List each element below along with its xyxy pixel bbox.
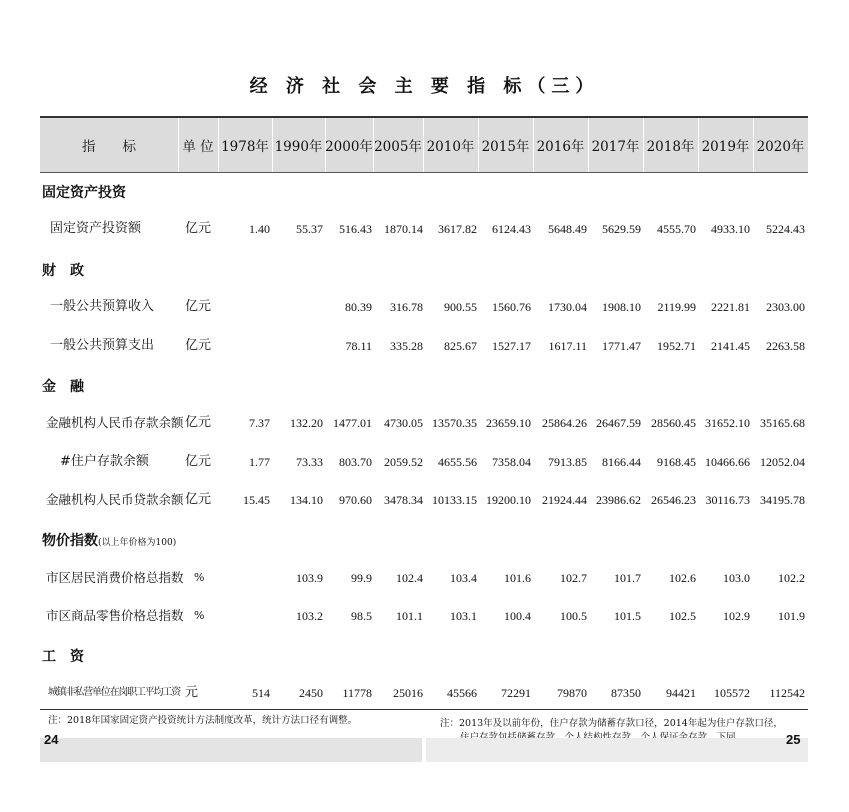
cell-value: 5224.43 — [766, 222, 805, 236]
row-unit: 亿元 — [185, 492, 212, 507]
header-year: 2016年 — [533, 118, 589, 172]
row-unit: 亿元 — [185, 454, 212, 469]
row-unit: % — [194, 571, 205, 584]
table-header — [40, 116, 808, 173]
cell-value: 7913.85 — [548, 455, 587, 469]
cell-value: 80.39 — [345, 300, 372, 314]
cell-value — [210, 606, 270, 626]
header-year: 1978年 — [218, 118, 273, 172]
cell-value: 316.78 — [390, 300, 423, 314]
table-row — [0, 490, 849, 510]
cell-value: 94421 — [666, 686, 696, 700]
cell-value: 134.10 — [290, 493, 323, 507]
section-title-price-index — [42, 530, 176, 550]
cell-value: 102.7 — [560, 571, 587, 585]
cell-value — [210, 568, 270, 588]
cell-value: 79870 — [557, 686, 587, 700]
cell-value: 102.4 — [396, 571, 423, 585]
cell-value: 2303.00 — [766, 300, 805, 314]
cell-value: 26467.59 — [596, 416, 641, 430]
cell-value: 1.40 — [249, 222, 270, 236]
cell-value: 11778 — [342, 686, 372, 700]
row-name: 城镇非私营单位在岗职工平均工资 — [48, 687, 180, 698]
cell-value: 103.1 — [450, 609, 477, 623]
cell-value: 100.4 — [504, 609, 531, 623]
notes-divider — [40, 709, 808, 710]
table-row — [0, 606, 849, 626]
section-title-price-main: 物价指数 — [42, 533, 98, 549]
table-row — [0, 452, 849, 472]
cell-value: 102.2 — [778, 571, 805, 585]
section-title-finance: 财 政 — [42, 263, 84, 279]
cell-value: 23986.62 — [596, 493, 641, 507]
cell-value: 1560.76 — [492, 300, 531, 314]
cell-value: 3617.82 — [438, 222, 477, 236]
table-row — [0, 683, 849, 703]
cell-value: 5648.49 — [548, 222, 587, 236]
cell-value: 8166.44 — [602, 455, 641, 469]
row-name: 市区居民消费价格总指数 — [46, 570, 184, 585]
cell-value: 12052.04 — [760, 455, 805, 469]
cell-value: 73.33 — [296, 455, 323, 469]
cell-value: 103.4 — [450, 571, 477, 585]
row-name: 金融机构人民币存款余额 — [46, 415, 184, 430]
footer-bar-right — [426, 738, 808, 762]
header-unit: 单 位 — [178, 118, 219, 172]
row-name: 一般公共预算收入 — [50, 299, 155, 314]
note-left: 注：2018年国家固定资产投资统计方法制度改革，统计方法口径有调整。 — [48, 715, 358, 726]
cell-value: 102.6 — [669, 571, 696, 585]
row-unit: 元 — [185, 685, 199, 700]
cell-value: 1870.14 — [384, 222, 423, 236]
cell-value: 103.9 — [296, 571, 323, 585]
cell-value: 15.45 — [243, 493, 270, 507]
cell-value: 1617.11 — [548, 339, 587, 353]
header-year: 2020年 — [756, 139, 805, 155]
cell-value: 13570.35 — [432, 416, 477, 430]
row-unit: % — [194, 609, 205, 622]
cell-value: 900.55 — [444, 300, 477, 314]
cell-value: 101.6 — [504, 571, 531, 585]
footer-bar-left — [40, 738, 422, 762]
row-unit: 亿元 — [185, 415, 212, 430]
cell-value: 10466.66 — [705, 455, 750, 469]
cell-value: 7358.04 — [492, 455, 531, 469]
cell-value: 72291 — [501, 686, 531, 700]
page-number-left: 24 — [44, 732, 59, 747]
cell-value: 2059.52 — [384, 455, 423, 469]
row-name: 固定资产投资额 — [50, 221, 142, 236]
cell-value: 99.9 — [351, 571, 372, 585]
table-row — [0, 219, 849, 239]
row-unit: 亿元 — [185, 338, 212, 353]
cell-value: 1527.17 — [492, 339, 531, 353]
cell-value: 1730.04 — [548, 300, 587, 314]
header-year: 2010年 — [423, 118, 479, 172]
table-row — [0, 568, 849, 588]
cell-value: 101.5 — [614, 609, 641, 623]
cell-value: 2263.58 — [766, 339, 805, 353]
row-name: 金融机构人民币贷款余额 — [46, 492, 184, 507]
header-year: 2018年 — [643, 118, 699, 172]
cell-value: 25864.26 — [542, 416, 587, 430]
row-name: #住户存款余额 — [60, 454, 149, 469]
cell-value: 4555.70 — [657, 222, 696, 236]
cell-value: 55.37 — [296, 222, 323, 236]
cell-value: 31652.10 — [705, 416, 750, 430]
note-right-line1: 注：2013年及以前年份，住户存款为储蓄存款口径，2014年起为住户存款口径， — [440, 718, 783, 729]
section-title-fixed-investment: 固定资产投资 — [42, 185, 126, 201]
cell-value: 1477.01 — [333, 416, 372, 430]
cell-value: 4933.10 — [711, 222, 750, 236]
header-year: 2019年 — [698, 118, 754, 172]
header-year: 2017年 — [588, 118, 644, 172]
cell-value: 6124.43 — [492, 222, 531, 236]
cell-value: 35165.68 — [760, 416, 805, 430]
cell-value: 19200.10 — [486, 493, 531, 507]
cell-value: 514 — [252, 686, 270, 700]
section-title-wage: 工 资 — [42, 649, 84, 665]
cell-value: 101.7 — [614, 571, 641, 585]
cell-value: 102.5 — [669, 609, 696, 623]
cell-value: 26546.23 — [651, 493, 696, 507]
cell-value: 1.77 — [249, 455, 270, 469]
header-year: 2000年 — [325, 118, 374, 172]
table-row — [0, 297, 849, 317]
cell-value: 98.5 — [351, 609, 372, 623]
cell-value: 803.70 — [339, 455, 372, 469]
row-name: 市区商品零售价格总指数 — [46, 608, 184, 623]
section-title-price-sub: (以上年价格为100) — [98, 538, 177, 548]
cell-value: 2141.45 — [711, 339, 750, 353]
cell-value: 78.11 — [345, 339, 372, 353]
cell-value: 1908.10 — [602, 300, 641, 314]
header-year: 1990年 — [272, 118, 326, 172]
cell-value: 10133.15 — [432, 493, 477, 507]
cell-value: 7.37 — [249, 416, 270, 430]
cell-value: 970.60 — [339, 493, 372, 507]
cell-value: 1952.71 — [657, 339, 696, 353]
page-title: 经 济 社 会 主 要 指 标（三） — [249, 76, 600, 97]
cell-value: 112542 — [769, 686, 805, 700]
page-number-right: 25 — [786, 732, 801, 747]
cell-value: 4655.56 — [438, 455, 477, 469]
cell-value: 87350 — [611, 686, 641, 700]
cell-value: 30116.73 — [705, 493, 750, 507]
cell-value: 23659.10 — [486, 416, 531, 430]
cell-value: 3478.34 — [384, 493, 423, 507]
row-unit: 亿元 — [185, 299, 212, 314]
cell-value: 5629.59 — [602, 222, 641, 236]
cell-value: 100.5 — [560, 609, 587, 623]
header-year: 2005年 — [373, 118, 424, 172]
cell-value: 9168.45 — [657, 455, 696, 469]
cell-value: 21924.44 — [542, 493, 587, 507]
cell-value: 101.1 — [396, 609, 423, 623]
cell-value: 105572 — [714, 686, 750, 700]
row-name: 一般公共预算支出 — [50, 338, 155, 353]
cell-value: 103.2 — [296, 609, 323, 623]
cell-value: 2119.99 — [657, 300, 696, 314]
table-row — [0, 336, 849, 356]
cell-value: 4730.05 — [384, 416, 423, 430]
header-indicator: 指 标 — [40, 118, 179, 172]
table-row — [0, 413, 849, 433]
cell-value: 25016 — [393, 686, 423, 700]
cell-value — [210, 336, 270, 356]
cell-value: 45566 — [447, 686, 477, 700]
cell-value: 2221.81 — [711, 300, 750, 314]
cell-value: 1771.47 — [602, 339, 641, 353]
header-year: 2015年 — [478, 118, 534, 172]
cell-value: 103.0 — [723, 571, 750, 585]
cell-value: 132.20 — [290, 416, 323, 430]
cell-value: 34195.78 — [760, 493, 805, 507]
cell-value: 2450 — [299, 686, 323, 700]
cell-value: 516.43 — [339, 222, 372, 236]
cell-value: 335.28 — [390, 339, 423, 353]
cell-value: 28560.45 — [651, 416, 696, 430]
row-unit: 亿元 — [185, 221, 212, 236]
section-title-banking: 金 融 — [42, 379, 84, 395]
cell-value — [210, 297, 270, 317]
cell-value: 102.9 — [723, 609, 750, 623]
cell-value: 825.67 — [444, 339, 477, 353]
cell-value: 101.9 — [778, 609, 805, 623]
